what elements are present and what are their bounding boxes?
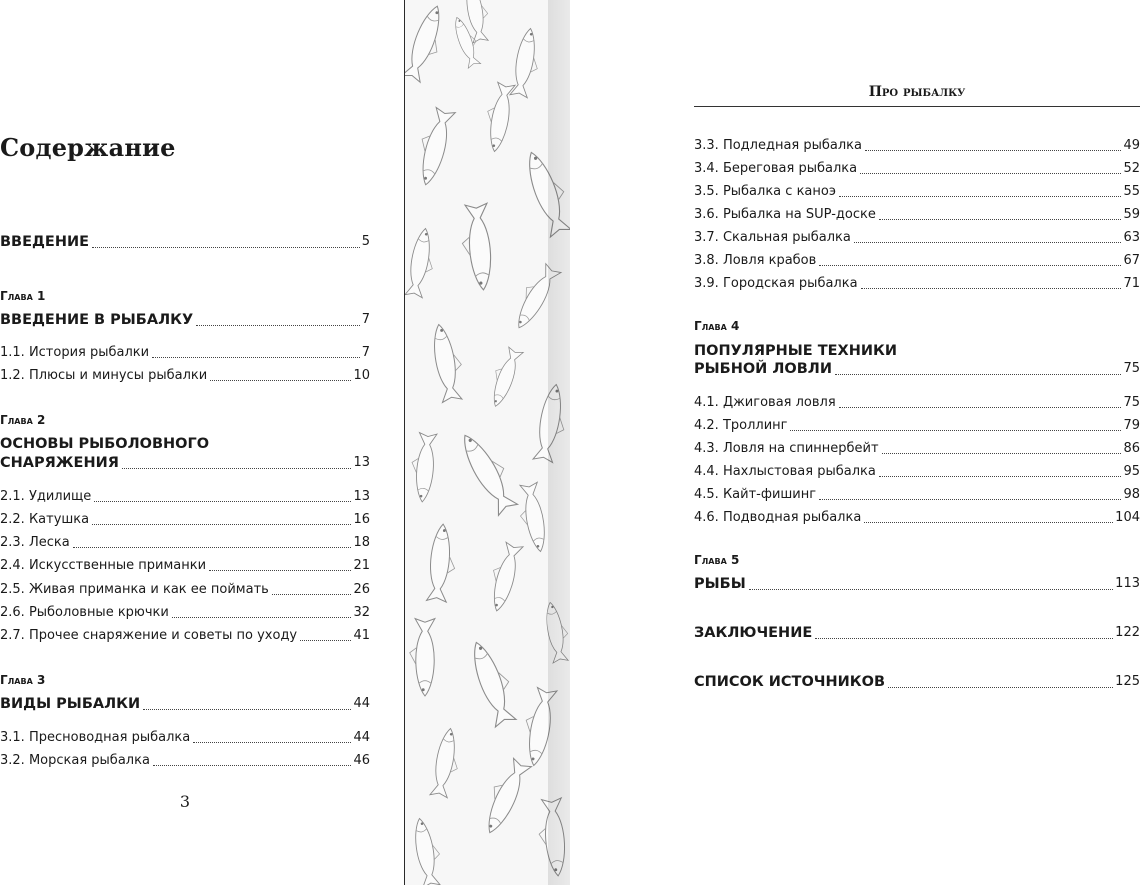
- chapter-label-5: Глава 5: [694, 553, 740, 567]
- toc-entry[interactable]: 3.8. Ловля крабов 67: [694, 253, 1140, 268]
- chapter-title-2-line1: ОСНОВЫ РЫБОЛОВНОГО: [0, 436, 210, 452]
- toc-entry[interactable]: 4.2. Троллинг 79: [694, 418, 1140, 433]
- fish-icon: [476, 756, 532, 837]
- toc-entry[interactable]: 4.5. Кайт-фишинг 98: [694, 487, 1140, 502]
- toc-entry[interactable]: 3.1. Пресноводная рыбалка 44: [0, 730, 370, 745]
- toc-entry[interactable]: 3.3. Подледная рыбалка 49: [694, 138, 1140, 153]
- running-head: Про рыбалку: [868, 84, 966, 100]
- toc-entry-conclusion[interactable]: ЗАКЛЮЧЕНИЕ 122: [694, 625, 1140, 641]
- fish-icon: [429, 322, 467, 403]
- fish-icon: [510, 27, 544, 99]
- fish-icon: [466, 637, 522, 727]
- toc-entry[interactable]: 2.6. Рыболовные крючки 32: [0, 605, 370, 620]
- chapter-label-4: Глава 4: [694, 319, 740, 333]
- header-rule: [694, 106, 1140, 107]
- toc-entry[interactable]: 1.1. История рыбалки 7: [0, 345, 370, 360]
- toc-entry[interactable]: 1.2. Плюсы и минусы рыбалки 10: [0, 368, 370, 383]
- fish-icon: [515, 482, 549, 554]
- toc-entry[interactable]: 3.9. Городская рыбалка 71: [694, 276, 1140, 291]
- leader-dots: [92, 247, 360, 248]
- toc-entry[interactable]: 3.2. Морская рыбалка 46: [0, 753, 370, 768]
- toc-entry[interactable]: 2.4. Искусственные приманки 21: [0, 558, 370, 573]
- fish-icon: [484, 346, 523, 409]
- leader-dots: [196, 325, 360, 326]
- chapter-title-4-line1: ПОПУЛЯРНЫЕ ТЕХНИКИ: [694, 343, 897, 359]
- fish-pattern-illustration: [405, 0, 570, 885]
- fish-icon: [484, 541, 523, 613]
- fish-icon: [405, 3, 452, 84]
- toc-entry[interactable]: 4.1. Джиговая ловля 75: [694, 395, 1140, 410]
- fish-icon: [409, 432, 437, 502]
- page-number: 3: [179, 792, 191, 811]
- toc-entry[interactable]: 2.5. Живая приманка и как ее поймать 26: [0, 582, 370, 597]
- toc-entry[interactable]: 3.4. Береговая рыбалка 52: [694, 161, 1140, 176]
- toc-entry[interactable]: 4.4. Нахлыстовая рыбалка 95: [694, 464, 1140, 479]
- fish-pattern-svg: [405, 0, 570, 885]
- toc-entry[interactable]: 4.6. Подводная рыбалка 104: [694, 510, 1140, 525]
- toc-title: Содержание: [0, 133, 176, 162]
- fish-icon: [427, 523, 459, 602]
- toc-entry-chapter-3[interactable]: ВИДЫ РЫБАЛКИ 44: [0, 696, 370, 712]
- toc-entry-chapter-4[interactable]: РЫБНОЙ ЛОВЛИ 75: [694, 361, 1140, 377]
- fish-icon: [410, 619, 435, 696]
- toc-entry-sources[interactable]: СПИСОК ИСТОЧНИКОВ 125: [694, 674, 1140, 690]
- toc-entry-chapter-2[interactable]: СНАРЯЖЕНИЯ 13: [0, 455, 370, 471]
- toc-entry[interactable]: 2.2. Катушка 16: [0, 512, 370, 527]
- toc-entry[interactable]: 2.7. Прочее снаряжение и советы по уходу 41: [0, 628, 370, 643]
- fish-icon: [411, 106, 455, 187]
- toc-entry[interactable]: 2.1. Удилище 13: [0, 489, 370, 504]
- fish-icon: [455, 427, 522, 515]
- toc-entry[interactable]: 3.6. Рыбалка на SUP-доске 59: [694, 207, 1140, 222]
- fish-icon: [430, 727, 464, 799]
- toc-entry-intro[interactable]: ВВЕДЕНИЕ 5: [0, 234, 370, 250]
- chapter-label-3: Глава 3: [0, 673, 46, 687]
- toc-entry-chapter-1[interactable]: ВВЕДЕНИЕ В РЫБАЛКУ 7: [0, 312, 370, 328]
- chapter-label-1: Глава 1: [0, 289, 46, 303]
- fish-icon: [481, 81, 515, 153]
- chapter-label-2: Глава 2: [0, 413, 46, 427]
- toc-entry[interactable]: 3.7. Скальная рыбалка 63: [694, 230, 1140, 245]
- toc-entry[interactable]: 4.3. Ловля на спиннербейт 86: [694, 441, 1140, 456]
- toc-entry-chapter-5[interactable]: РЫБЫ 113: [694, 576, 1140, 592]
- fish-icon: [459, 203, 494, 291]
- toc-entry[interactable]: 3.5. Рыбалка с каноэ 55: [694, 184, 1140, 199]
- fish-icon: [411, 816, 445, 885]
- fish-icon: [405, 227, 439, 299]
- toc-entry[interactable]: 2.3. Леска 18: [0, 535, 370, 550]
